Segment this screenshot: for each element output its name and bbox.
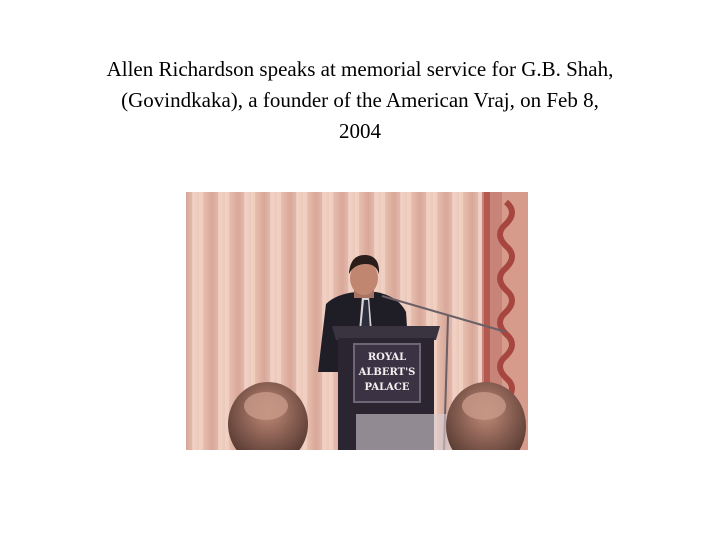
podium-sign-line-3: PALACE <box>364 382 410 393</box>
foreground-glow <box>356 414 456 450</box>
photo-caption <box>40 54 680 147</box>
memorial-service-photo <box>186 192 528 450</box>
caption-line-3: 2004 <box>339 119 381 143</box>
podium-sign-line-2: ALBERT'S <box>358 367 416 378</box>
photo-scene <box>186 192 528 450</box>
podium-sign-line-1: ROYAL <box>367 352 407 363</box>
caption-line-2: (Govindkaka), a founder of the American Vraj, on Feb 8, <box>121 88 599 112</box>
caption-line-1: Allen Richardson speaks at memorial service for G.B. Shah, <box>106 57 614 81</box>
